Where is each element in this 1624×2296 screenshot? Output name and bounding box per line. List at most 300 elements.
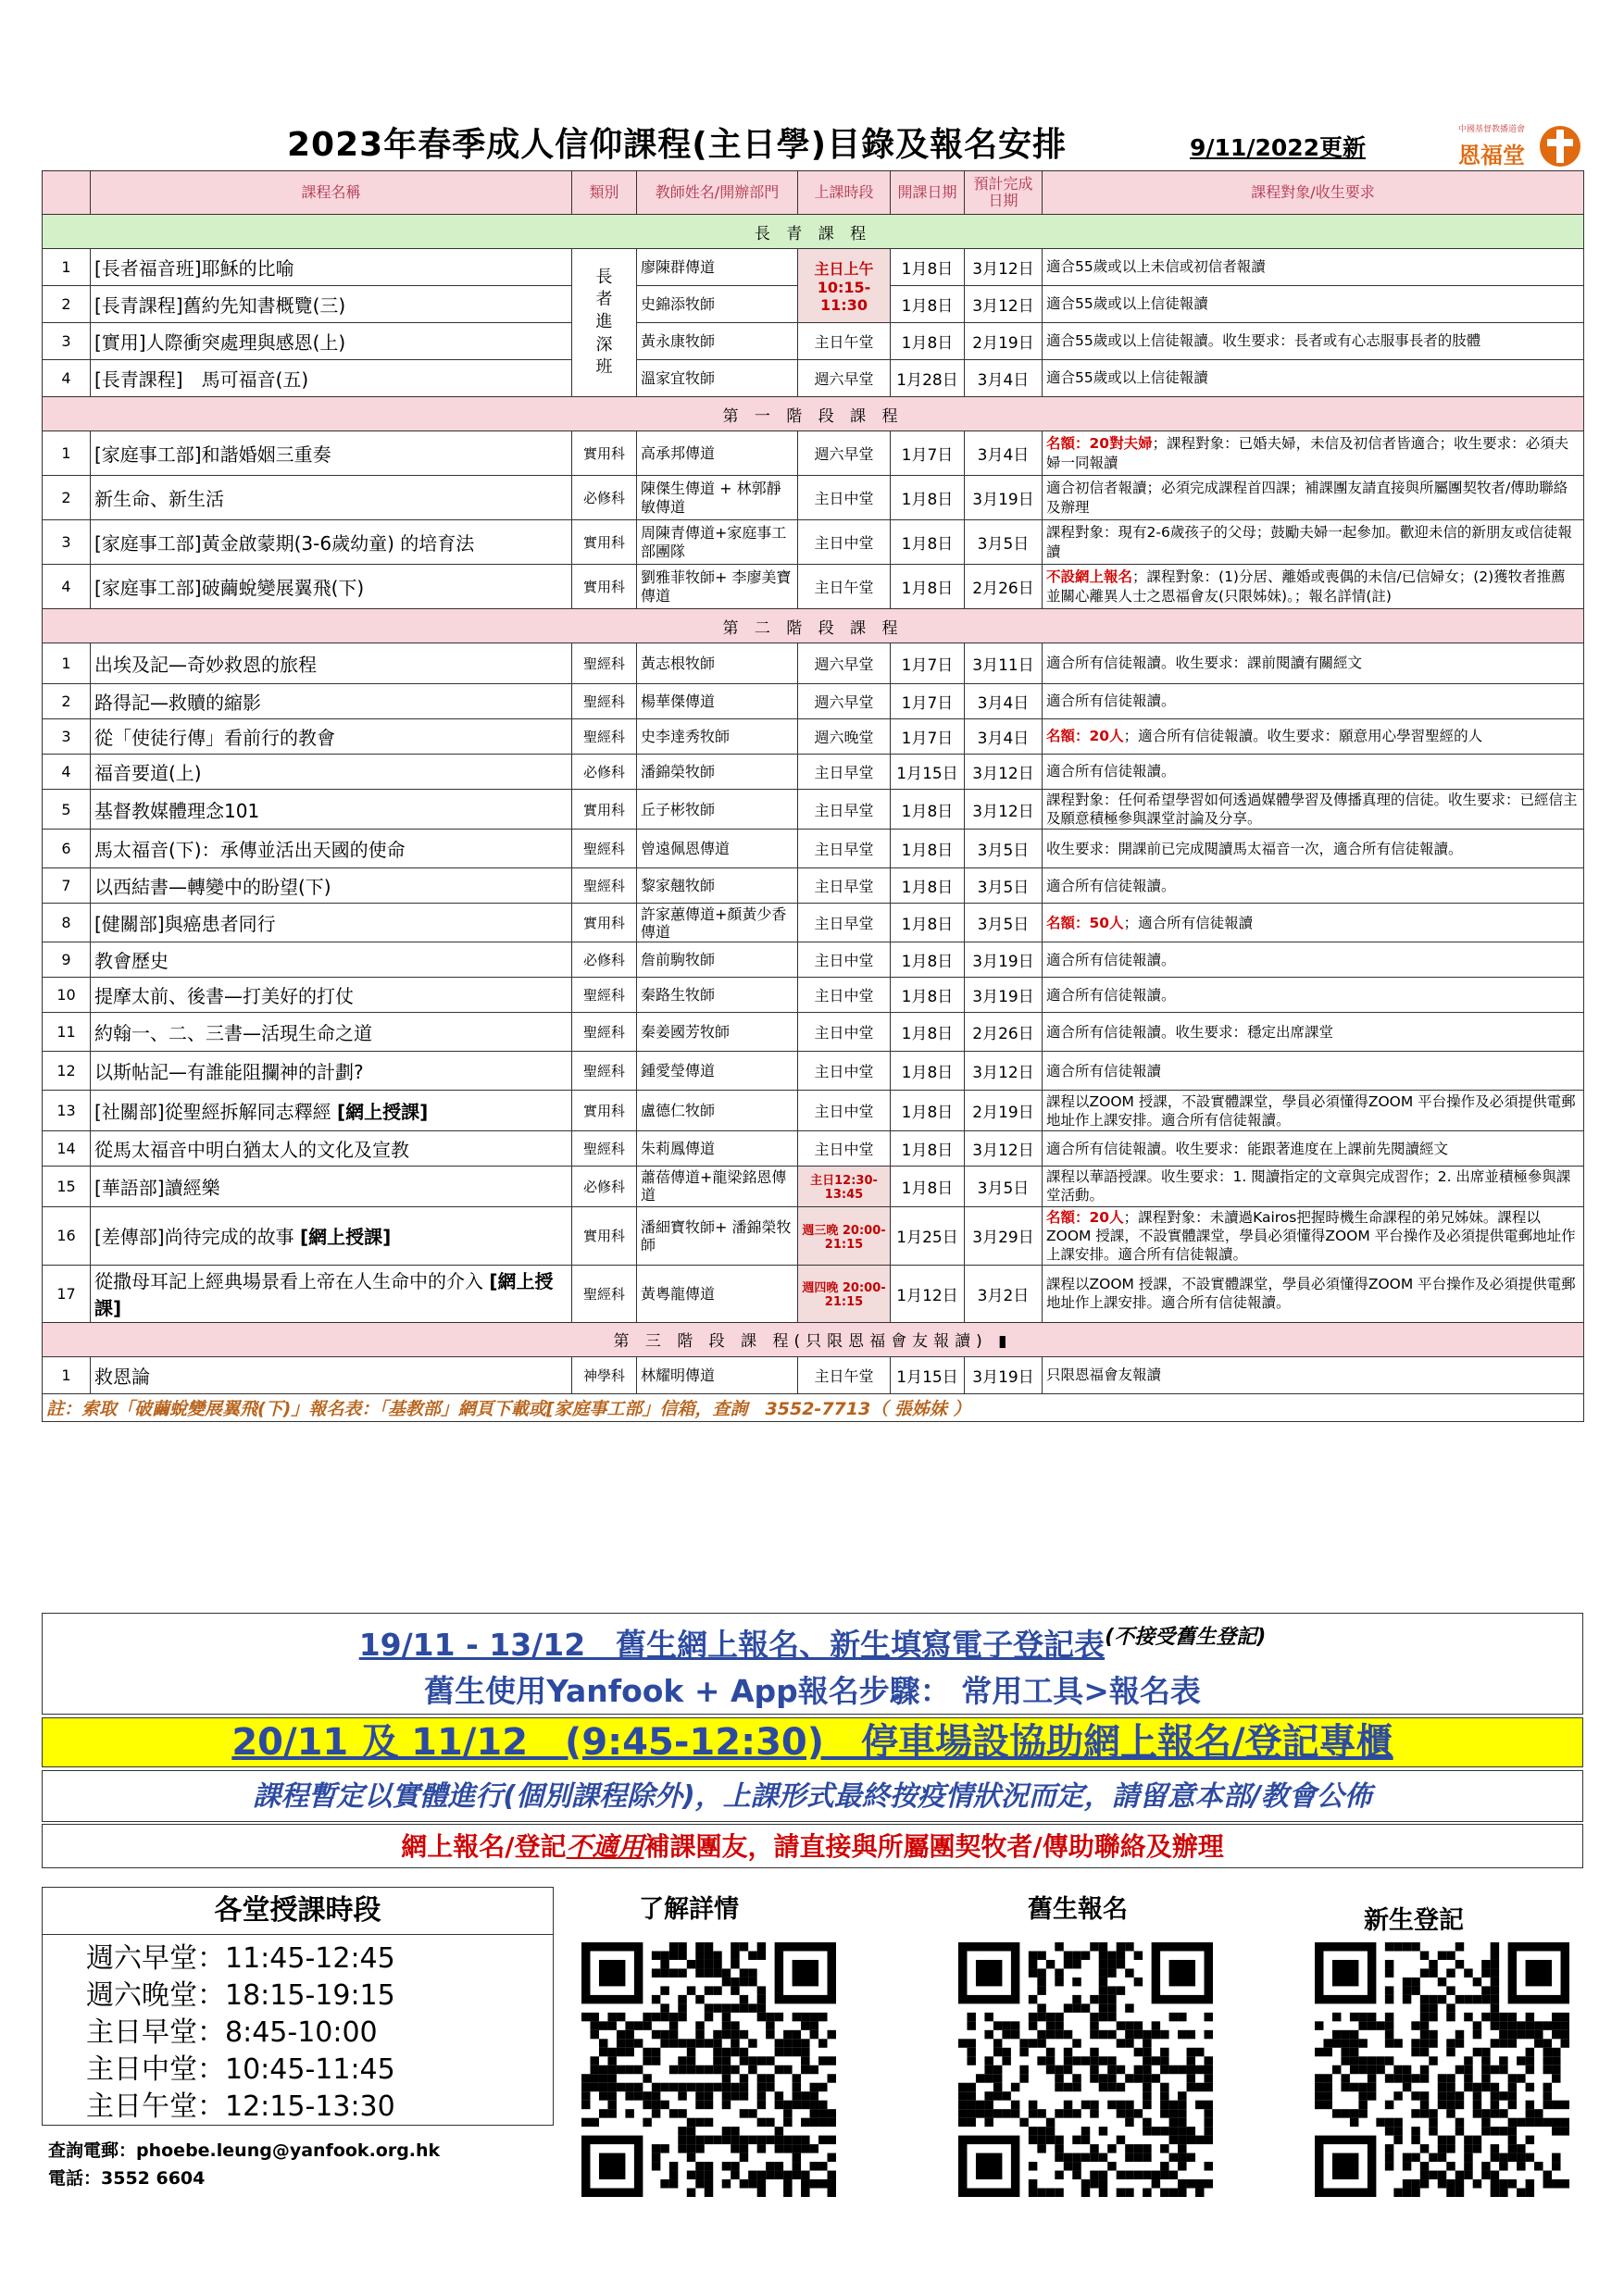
course-category: 聖經科 (572, 978, 637, 1013)
start-date: 1月28日 (891, 360, 965, 397)
qr-old-label: 舊生報名 (1028, 1895, 1128, 1924)
requirement (1043, 431, 1584, 476)
course-category: 必修科 (572, 1167, 637, 1206)
requirement (1043, 868, 1584, 904)
time-slot: 主日早堂 (798, 790, 891, 830)
start-date: 1月8日 (891, 476, 965, 520)
course-name (91, 1265, 572, 1322)
start-date: 1月8日 (891, 978, 965, 1013)
course-no: 17 (43, 1265, 91, 1322)
course-no: 1 (43, 643, 91, 684)
requirement (1043, 565, 1584, 609)
course-no: 3 (43, 719, 91, 755)
contact-phone: 電話：3552 6604 (48, 2168, 206, 2189)
course-name (91, 755, 572, 790)
course-name: [長青課程]舊約先知書概覽(三) (91, 286, 572, 323)
course-no: 4 (43, 565, 91, 609)
teacher: 鍾愛瑩傳道 (637, 1052, 798, 1091)
requirement (1043, 1013, 1584, 1052)
end-date: 2月19日 (965, 323, 1043, 360)
teacher: 蕭蓓傳道+龍梁銘恩傳道 (637, 1167, 798, 1206)
end-date: 3月12日 (965, 286, 1043, 323)
course-name (91, 1167, 572, 1206)
time-slot: 主日中堂 (798, 1013, 891, 1052)
course-category: 聖經科 (572, 1052, 637, 1091)
requirement-text: 課程以ZOOM 授課，不設實體課堂，學員必須懂得ZOOM 平台操作及必須提供電郵地址作上課安排。適合所有信徒報讀。 (1046, 1092, 1576, 1129)
course-name (91, 1013, 572, 1052)
course-name (91, 565, 572, 609)
course-name (91, 719, 572, 755)
requirement-text: 課程對象：現有2-6歲孩子的父母；鼓勵夫婦一起參加。歡迎未信的新朋友或信徒報讀 (1046, 524, 1572, 560)
teacher: 秦路生牧師 (637, 978, 798, 1013)
time-item: 主日午堂：12:15-13:30 (86, 2090, 395, 2123)
category-char: 進 (595, 312, 613, 332)
course-title: 以斯帖記—有誰能阻攔神的計劃? (94, 1061, 364, 1084)
course-row (43, 1013, 1584, 1052)
course-title: 教會歷史 (94, 950, 169, 973)
time-slot: 主日早堂 (798, 904, 891, 942)
section-elder (43, 215, 1584, 249)
teacher: 黃永康牧師 (637, 323, 798, 360)
course-row (43, 431, 1584, 476)
col-category: 類別 (572, 171, 637, 215)
teacher: 陳傑生傳道 + 林郭靜敏傳道 (637, 476, 798, 520)
qr-new-code[interactable] (1315, 1942, 1569, 2197)
course-name (91, 830, 572, 868)
end-date: 3月19日 (965, 978, 1043, 1013)
course-row (43, 719, 1584, 755)
end-date: 3月4日 (965, 431, 1043, 476)
start-date: 1月7日 (891, 719, 965, 755)
course-no: 10 (43, 978, 91, 1013)
course-category: 實用科 (572, 565, 637, 609)
quota-text: 名額：20人 (1046, 1208, 1124, 1226)
course-row (43, 476, 1584, 520)
course-row (43, 904, 1584, 942)
requirement (1043, 830, 1584, 868)
time-slot: 主日早堂 (798, 830, 891, 868)
end-date: 3月5日 (965, 868, 1043, 904)
course-title: 基督教媒體理念101 (94, 799, 260, 822)
course-category: 實用科 (572, 790, 637, 830)
requirement-text: ；課程對象：未讀過Kairos把握時機生命課程的弟兄姊妹。課程以ZOOM 授課，不設實體課堂，學員必須懂得ZOOM 平台操作及必須提供電郵地址作上課安排。適合所有信徒報讀。 (1046, 1208, 1576, 1263)
section-stage3 (43, 1322, 1584, 1356)
requirement-text: 收生要求：開課前已完成閱讀馬太福音一次，適合所有信徒報讀。 (1046, 840, 1463, 857)
course-category: 實用科 (572, 904, 637, 942)
requirement (1043, 1131, 1584, 1167)
church-logo (1458, 119, 1588, 170)
start-date: 1月8日 (891, 323, 965, 360)
requirement (1043, 719, 1584, 755)
category-char: 班 (595, 356, 613, 377)
requirement-text: 適合所有信徒報讀。收生要求：能跟著進度在上課前先閱讀經文 (1046, 1140, 1449, 1157)
teacher: 詹前駒牧師 (637, 942, 798, 978)
requirement-text: 適合所有信徒報讀。 (1046, 986, 1176, 1004)
course-title: 馬太福音(下)：承傳並活出天國的使命 (94, 839, 406, 862)
header-row (43, 171, 1584, 215)
app-steps: 舊生使用Yanfook + App報名步驟： 常用工具>報名表 (424, 1673, 1201, 1709)
end-date: 3月5日 (965, 520, 1043, 565)
course-title: 新生命、新生活 (94, 488, 224, 510)
course-row (43, 755, 1584, 790)
course-no: 12 (43, 1052, 91, 1091)
teacher: 史李達秀牧師 (637, 719, 798, 755)
note-row (43, 1393, 1584, 1421)
course-no: 11 (43, 1013, 91, 1052)
online-tag: [網上授課] (94, 1270, 554, 1320)
section-stage3-label: 第 三 階 段 課 程(只限恩福會友報讀) (613, 1332, 988, 1352)
requirement-text: 適合所有信徒報讀。收生要求：課前閱讀有關經文 (1046, 655, 1363, 672)
session-times-title: 各堂授課時段 (43, 1888, 553, 1935)
teacher: 許家蕙傳道+顏黃少香傳道 (637, 904, 798, 942)
course-no: 3 (43, 520, 91, 565)
requirement (1043, 1052, 1584, 1091)
course-table (42, 170, 1584, 1422)
requirement-text: 適合初信者報讀；必須完成課程首四課；補課團友請直接與所屬團契牧者/傳助聯絡及辦理 (1046, 480, 1568, 516)
start-date: 1月8日 (891, 249, 965, 286)
section-elder-title: 長 青 課 程 (43, 215, 1584, 249)
course-category: 聖經科 (572, 1131, 637, 1167)
start-date: 1月8日 (891, 868, 965, 904)
course-row (43, 323, 1584, 360)
quota-text: 名額：20人 (1046, 728, 1124, 745)
course-row (43, 1206, 1584, 1265)
course-category: 聖經科 (572, 684, 637, 719)
requirement (1043, 904, 1584, 942)
start-date: 1月15日 (891, 1356, 965, 1393)
col-name: 課程名稱 (91, 171, 572, 215)
session-times (42, 1887, 554, 2126)
teacher: 黃志根牧師 (637, 643, 798, 684)
time-item: 週六晚堂：18:15-19:15 (86, 1979, 395, 2012)
requirement (1043, 1167, 1584, 1206)
qr-details-label: 了解詳情 (639, 1895, 739, 1924)
course-title: [家庭事工部]黃金啟蒙期(3-6歲幼童) 的培育法 (94, 532, 475, 555)
time-item: 主日早堂：8:45-10:00 (86, 2016, 378, 2049)
course-name (91, 431, 572, 476)
quota-text: 名額：50人 (1046, 914, 1124, 931)
teacher: 曾遠佩恩傳道 (637, 830, 798, 868)
course-no: 8 (43, 904, 91, 942)
start-date: 1月8日 (891, 286, 965, 323)
quota-text: 名額：20對夫婦 (1046, 435, 1153, 453)
makeup-notice: 網上報名/登記不適用補課團友，請直接與所屬團契牧者/傳助聯絡及辦理 (42, 1824, 1583, 1868)
end-date: 3月12日 (965, 755, 1043, 790)
course-row (43, 643, 1584, 684)
teacher: 潘細寶牧師+ 潘錦榮牧師 (637, 1206, 798, 1265)
time-slot: 週六早堂 (798, 360, 891, 397)
section-stage1 (43, 397, 1584, 431)
teacher: 丘子彬牧師 (637, 790, 798, 830)
requirement (1043, 1356, 1584, 1393)
requirement-text: 適合所有信徒報讀。收生要求：穩定出席課堂 (1046, 1023, 1334, 1041)
end-date: 2月26日 (965, 565, 1043, 609)
start-date: 1月7日 (891, 431, 965, 476)
teacher: 秦姜國芳牧師 (637, 1013, 798, 1052)
start-date: 1月25日 (891, 1206, 965, 1265)
time-slot: 週四晚 20:00-21:15 (798, 1265, 891, 1322)
quota-text: 不設網上報名 (1046, 568, 1133, 586)
time-slot: 主日午堂 (798, 565, 891, 609)
course-row (43, 830, 1584, 868)
time-slot: 主日午堂 (798, 1356, 891, 1393)
course-title: [差傳部]尚待完成的故事 (94, 1226, 294, 1249)
online-tag: [網上授課] (299, 1226, 392, 1249)
note-text: 註：索取「破繭蛻變展翼飛(下)」報名表：「基教部」網頁下載或[家庭事工部」信箱，查詢 3552-7713（ 張姊妹 ） (43, 1393, 1584, 1421)
start-date: 1月8日 (891, 1013, 965, 1052)
requirement (1043, 476, 1584, 520)
section-stage1-title: 第 一 階 段 課 程 (43, 397, 1584, 431)
course-no: 15 (43, 1167, 91, 1206)
requirement (1043, 790, 1584, 830)
course-name (91, 643, 572, 684)
course-no: 1 (43, 1356, 91, 1393)
start-date: 1月7日 (891, 643, 965, 684)
start-date: 1月8日 (891, 942, 965, 978)
course-category: 實用科 (572, 431, 637, 476)
course-no: 1 (43, 431, 91, 476)
qr-old-code[interactable] (958, 1942, 1213, 2197)
mode-notice: 課程暫定以實體進行(個別課程除外)，上課形式最終按疫情狀況而定，請留意本部/教會公佈 (42, 1770, 1583, 1822)
time-slot: 主日中堂 (798, 1052, 891, 1091)
time-slot: 週六早堂 (798, 643, 891, 684)
requirement-text: 適合所有信徒報讀。 (1046, 693, 1176, 710)
course-row (43, 1356, 1584, 1393)
course-no: 6 (43, 830, 91, 868)
registration-note: (不接受舊生登記) (1105, 1626, 1267, 1649)
course-category: 聖經科 (572, 830, 637, 868)
end-date: 3月5日 (965, 830, 1043, 868)
course-category (572, 249, 637, 397)
course-no: 13 (43, 1091, 91, 1131)
end-date: 3月4日 (965, 360, 1043, 397)
teacher: 史錦添牧師 (637, 286, 798, 323)
qr-details-code[interactable] (581, 1942, 836, 2197)
time-slot: 主日中堂 (798, 520, 891, 565)
start-date: 1月8日 (891, 904, 965, 942)
end-date: 3月11日 (965, 643, 1043, 684)
requirement (1043, 1206, 1584, 1265)
course-no: 3 (43, 323, 91, 360)
requirement (1043, 1265, 1584, 1322)
time-slot: 主日中堂 (798, 978, 891, 1013)
start-date: 1月15日 (891, 755, 965, 790)
time-slot: 週六早堂 (798, 431, 891, 476)
category-char: 深 (595, 334, 613, 355)
course-row (43, 684, 1584, 719)
course-category: 實用科 (572, 1206, 637, 1265)
time-slot: 主日中堂 (798, 942, 891, 978)
course-no: 5 (43, 790, 91, 830)
course-row (43, 360, 1584, 397)
course-no: 7 (43, 868, 91, 904)
course-category: 聖經科 (572, 1013, 637, 1052)
page-title: 2023年春季成人信仰課程(主日學)目錄及報名安排 (287, 126, 1068, 164)
requirement (1043, 978, 1584, 1013)
course-category: 必修科 (572, 942, 637, 978)
course-row (43, 1131, 1584, 1167)
teacher: 盧德仁牧師 (637, 1091, 798, 1131)
course-title: [社關部]從聖經拆解同志釋經 (94, 1101, 331, 1124)
requirement-text: ；適合所有信徒報讀。收生要求：願意用心學習聖經的人 (1123, 728, 1483, 745)
requirement-text: 只限恩福會友報讀 (1046, 1366, 1162, 1384)
logo-name: 恩福堂 (1458, 143, 1525, 168)
course-no: 9 (43, 942, 91, 978)
course-category: 聖經科 (572, 643, 637, 684)
requirement-text: ；課程對象：已婚夫婦，未信及初信者皆適合；收生要求：必須夫婦一同報讀 (1046, 435, 1569, 471)
course-title: 出埃及記—奇妙救恩的旅程 (94, 654, 317, 676)
course-row (43, 790, 1584, 830)
online-tag: [網上授課] (336, 1101, 429, 1124)
teacher: 周陳青傳道+家庭事工部團隊 (637, 520, 798, 565)
requirement: 適合55歲或以上未信或初信者報讀 (1043, 249, 1584, 286)
course-title: 以西結書—轉變中的盼望(下) (94, 876, 331, 899)
course-title: 救恩論 (94, 1365, 150, 1388)
course-category: 神學科 (572, 1356, 637, 1393)
time-slot: 主日中堂 (798, 476, 891, 520)
end-date: 3月19日 (965, 942, 1043, 978)
teacher: 潘錦榮牧師 (637, 755, 798, 790)
course-title: 從馬太福音中明白猶太人的文化及宣教 (94, 1139, 409, 1162)
course-title: [健關部]與癌患者同行 (94, 913, 276, 936)
course-name: [長者福音班]耶穌的比喻 (91, 249, 572, 286)
course-row (43, 565, 1584, 609)
help-desk-banner: 20/11 及 11/12 (9:45-12:30) 停車場設協助網上報名/登記專櫃 (42, 1717, 1583, 1767)
end-date: 2月26日 (965, 1013, 1043, 1052)
end-date: 3月12日 (965, 249, 1043, 286)
course-name (91, 978, 572, 1013)
end-date: 3月12日 (965, 790, 1043, 830)
start-date: 1月7日 (891, 684, 965, 719)
registration-banner (42, 1613, 1583, 1715)
course-name (91, 1206, 572, 1265)
course-row (43, 249, 1584, 286)
requirement-text: 適合所有信徒報讀。 (1046, 877, 1176, 894)
course-category: 必修科 (572, 755, 637, 790)
course-name (91, 476, 572, 520)
course-no: 1 (43, 249, 91, 286)
time-slot: 主日上午 10:15-11:30 (798, 249, 891, 323)
course-title: [華語部]讀經樂 (94, 1176, 220, 1199)
time-slot: 主日12:30-13:45 (798, 1167, 891, 1206)
course-no: 4 (43, 755, 91, 790)
teacher: 朱莉鳳傳道 (637, 1131, 798, 1167)
requirement-text: 課程以華語授課。收生要求：1. 閱讀指定的文章與完成習作；2. 出席並積極參與課堂活動。 (1046, 1168, 1571, 1204)
start-date: 1月12日 (891, 1265, 965, 1322)
requirement-text: ；適合所有信徒報讀 (1123, 914, 1254, 931)
end-date: 3月19日 (965, 1356, 1043, 1393)
course-name (91, 1052, 572, 1091)
section-stage2 (43, 609, 1584, 643)
col-requirement: 課程對象/收生要求 (1043, 171, 1584, 215)
course-no: 2 (43, 476, 91, 520)
requirement-text: 課程以ZOOM 授課，不設實體課堂，學員必須懂得ZOOM 平台操作及必須提供電郵地址作上課安排。適合所有信徒報讀。 (1046, 1276, 1576, 1312)
end-date: 3月5日 (965, 904, 1043, 942)
teacher: 廖陳群傳道 (637, 249, 798, 286)
section-stage3-title: 第 三 階 段 課 程(只限恩福會友報讀) ▮ (43, 1322, 1584, 1356)
qr-new-label: 新生登記 (1364, 1906, 1464, 1935)
course-category: 必修科 (572, 476, 637, 520)
course-no: 2 (43, 684, 91, 719)
course-row (43, 942, 1584, 978)
course-row (43, 1265, 1584, 1322)
section-stage2-title: 第 二 階 段 課 程 (43, 609, 1584, 643)
requirement (1043, 1091, 1584, 1131)
course-no: 4 (43, 360, 91, 397)
course-row (43, 978, 1584, 1013)
start-date: 1月8日 (891, 1167, 965, 1206)
update-date: 9/11/2022更新 (1190, 134, 1367, 161)
course-no: 14 (43, 1131, 91, 1167)
registration-period: 19/11 - 13/12 舊生網上報名、新生填寫電子登記表$^{(不接受舊生登記)}$ (358, 1626, 1267, 1663)
course-title: [家庭事工部]和諧婚姻三重奏 (94, 443, 331, 466)
start-date: 1月8日 (891, 1052, 965, 1091)
requirement-text: ；課程對象：(1)分居、離婚或喪偶的未信/已信婦女；(2)獲牧者推薦並關心離異人士之恩福會友(只限姊妹)。；報名詳情(註) (1046, 568, 1566, 605)
time-slot: 主日中堂 (798, 1131, 891, 1167)
end-date: 3月12日 (965, 1052, 1043, 1091)
course-category: 聖經科 (572, 1265, 637, 1322)
time-slot: 主日早堂 (798, 755, 891, 790)
course-name (91, 868, 572, 904)
course-no: 2 (43, 286, 91, 323)
requirement-text: 適合所有信徒報讀。 (1046, 763, 1176, 780)
course-name (91, 904, 572, 942)
course-title: 從撒母耳記上經典場景看上帝在人生命中的介入 (94, 1270, 483, 1293)
start-date: 1月8日 (891, 565, 965, 609)
course-name: [實用]人際衝突處理與感恩(上) (91, 323, 572, 360)
end-date: 3月12日 (965, 1131, 1043, 1167)
requirement: 適合55歲或以上信徒報讀 (1043, 286, 1584, 323)
category-char: 者 (595, 290, 613, 310)
course-row (43, 1167, 1584, 1206)
course-name (91, 1356, 572, 1393)
teacher: 楊華傑傳道 (637, 684, 798, 719)
cross-icon (1538, 124, 1582, 168)
course-name: [長青課程] 馬可福音(五) (91, 360, 572, 397)
start-date: 1月8日 (891, 520, 965, 565)
course-title: 從「使徒行傳」看前行的教會 (94, 727, 335, 749)
logo-subtitle: 中國基督教播道會 (1458, 125, 1526, 134)
time-item: 主日中堂：10:45-11:45 (86, 2053, 395, 2086)
end-date: 3月5日 (965, 1167, 1043, 1206)
course-title: 福音要道(上) (94, 762, 202, 784)
time-slot: 主日中堂 (798, 1091, 891, 1131)
teacher: 林耀明傳道 (637, 1356, 798, 1393)
course-row (43, 868, 1584, 904)
requirement-text: 課程對象：任何希望學習如何透過媒體學習及傳播真理的信徒。收生要求：已經信主及願意積極參與課堂討論及分享。 (1046, 792, 1578, 828)
end-date: 3月19日 (965, 476, 1043, 520)
course-title: 路得記—救贖的縮影 (94, 692, 261, 714)
col-slot: 上課時段 (798, 171, 891, 215)
time-slot: 週六早堂 (798, 684, 891, 719)
category-char: 長 (595, 267, 613, 287)
course-title: 提摩太前、後書—打美好的打仗 (94, 985, 354, 1008)
course-name (91, 942, 572, 978)
course-category: 實用科 (572, 520, 637, 565)
course-row (43, 520, 1584, 565)
course-name (91, 520, 572, 565)
course-title: 約翰一、二、三書—活現生命之道 (94, 1022, 372, 1045)
contact-email[interactable]: 查詢電郵：phoebe.leung@yanfook.org.hk (48, 2140, 441, 2161)
requirement-text: 適合所有信徒報讀。 (1046, 951, 1176, 968)
teacher: 黎家翹牧師 (637, 868, 798, 904)
col-teacher: 教師姓名/開辦部門 (637, 171, 798, 215)
course-title: [家庭事工部]破繭蛻變展翼飛(下) (94, 577, 365, 599)
course-category: 聖經科 (572, 719, 637, 755)
course-name (91, 1131, 572, 1167)
requirement: 適合55歲或以上信徒報讀 (1043, 360, 1584, 397)
start-date: 1月8日 (891, 830, 965, 868)
